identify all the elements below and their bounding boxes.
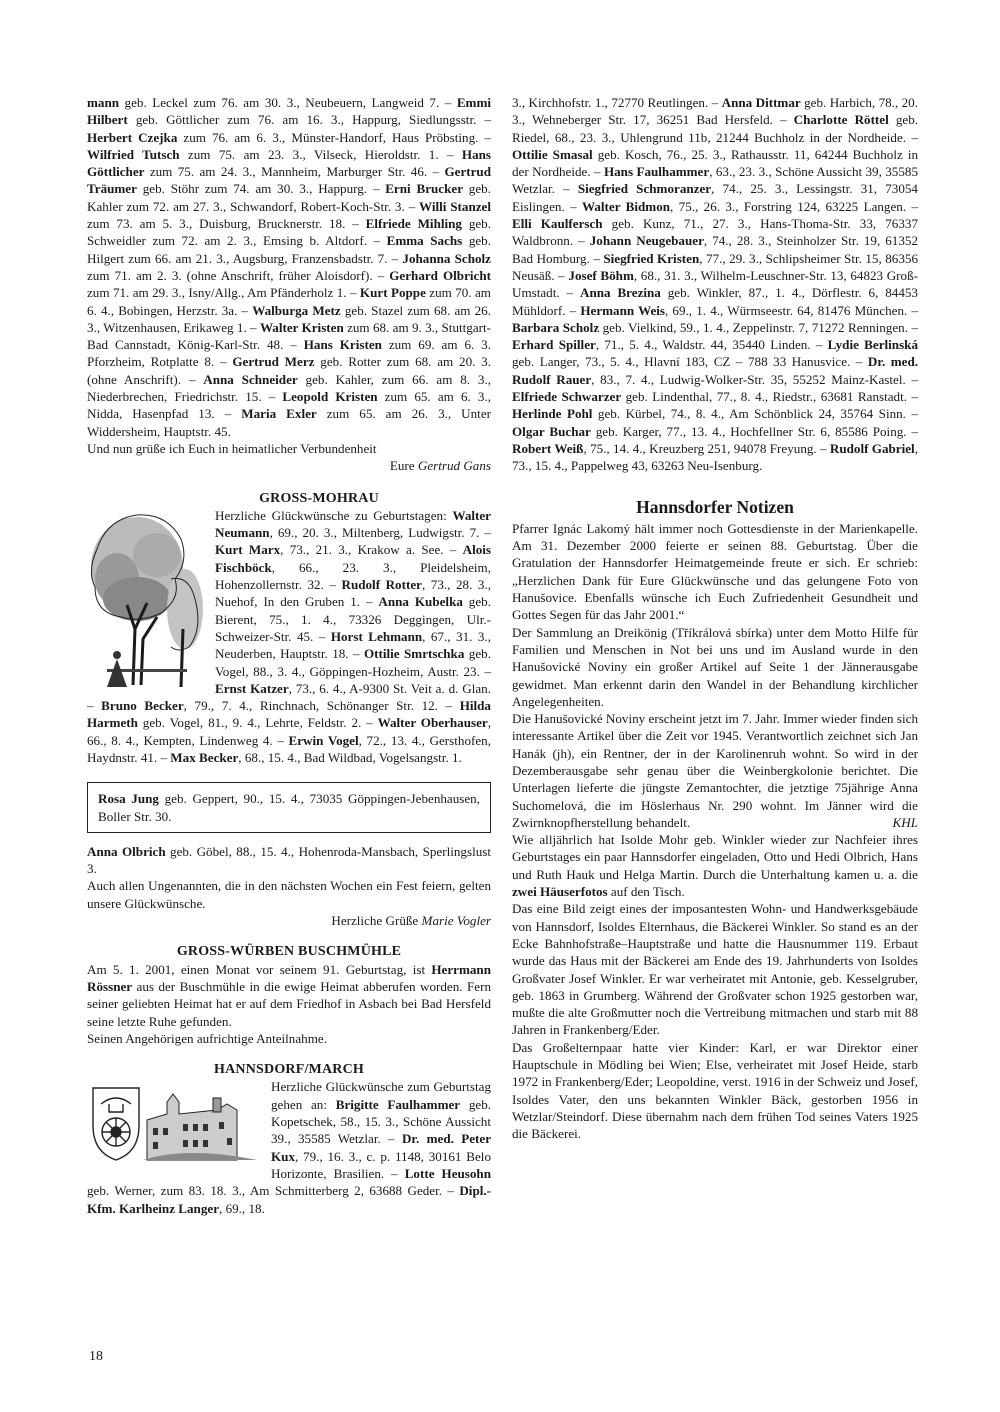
person-name: Dipl.-Kfm. Karlheinz Langer [87, 1183, 491, 1216]
person-name: Siegfried Schmoranzer [577, 181, 712, 197]
person-name: Hans Kristen [303, 337, 382, 353]
closing-line: Und nun grüße ich Euch in heimatlicher Verbundenheit [87, 440, 377, 456]
right-column [512, 94, 918, 1143]
person-name: Ottilie Smasal [512, 146, 593, 162]
heading-hannsdorfer-notizen: Hannsdorfer Notizen [636, 496, 794, 517]
heading-gross-mohrau: GROSS-MOHRAU [259, 490, 379, 506]
person-name: Siegfried Kristen [603, 250, 700, 266]
person-name: Erni Brucker [385, 181, 464, 197]
person-name: Walter Kristen [259, 319, 344, 335]
person-name: Emma Sachs [386, 233, 463, 249]
person-name: Erwin Vogel [288, 732, 359, 748]
person-name: Hans Göttlicher [87, 146, 492, 180]
person-name: Rudolf Rotter [341, 577, 422, 593]
person-name: Herrmann Rössner [87, 961, 491, 994]
person-name: Max Becker [170, 749, 239, 765]
tree-icon [87, 509, 205, 691]
person-name: Kurt Poppe [359, 285, 426, 301]
note-isolde-mohr: Wie alljährlich hat Isolde Mohr geb. Winkler wieder zur Nachfeier ihres Geburtstages ein paar Hannsdorfer eingeladen, Otto und Hedi Olbrich, Hans und Ruth Hauk und Helga Martin. Durch die Unterhaltung kamen u. a. die zwei Häuserfotos auf den Tisch. [512, 832, 918, 900]
person-name: Johanna Scholz [402, 250, 491, 266]
person-name: Walter Neumann [215, 507, 491, 541]
person-name: Dr. med. Rudolf Rauer [512, 354, 919, 387]
person-name: Rudolf Gabriel [829, 440, 915, 456]
person-name: Elli Kaulfersch [512, 216, 603, 232]
person-name: Anna Brezina [579, 285, 661, 301]
person-name: Maria Exler [241, 406, 317, 422]
person-name: Wilfried Tutsch [87, 146, 180, 162]
closing-signature: Eure Gertrud Gans [389, 458, 491, 474]
person-name: Leopold Kristen [282, 389, 378, 405]
person-name: Erhard Spiller [512, 337, 596, 353]
person-name: Johann Neugebauer [589, 233, 704, 249]
person-name: Hermann Weis [580, 302, 665, 318]
person-name: Hilda Harmeth [87, 698, 491, 731]
person-name: Walburga Metz [252, 302, 341, 318]
person-name: Emmi Hilbert [87, 95, 491, 128]
birthday-list-continued: mann geb. Leckel zum 76. am 30. 3., Neubeuern, Langweid 7. – Emmi Hilbert geb. Göttlicher zum 76. am 16. 3., Happurg, Siedlungsstr. – Herbert Czejka zum 76. am 6. 3., Münster-Handorf, Haus Pröbsting. – Wilfried Tutsch zum 75. am 23. 3., Vilseck, Hieroldstr. 1. – Hans Göttlicher zum 75. am 24. 3., Mannheim, Marburger Str. 46. – Gertrud Träumer geb. Stöhr zum 74. am 30. 3., Happurg. – Erni Brucker geb. Kahler zum 72. am 27. 3., Schwandorf, Robert-Koch-Str. 3. – Willi Stanzel zum 73. am 5. 3., Duisburg, Brucknerstr. 18. – Elfriede Mihling geb. Schweidler zum 72. am 2. 3., Emsing b. Altdorf. – Emma Sachs geb. Hilgert zum 66. am 21. 3., Augsburg, Franzensbadstr. 7. – Johanna Scholz zum 71. am 2. 3. (ohne Anschrift, früher Aloisdorf). – Gerhard Olbricht zum 71. am 29. 3., Isny/Allg., Am Pfänderholz 1. – Kurt Poppe zum 70. am 6. 4., Bobingen, Herzstr. 3a. – Walburga Metz geb. Stazel zum 68. am 26. 3., Witzenhausen, Erikaweg 1. – Walter Kristen zum 68. am 9. 3., Stuttgart-Bad Cannstadt, König-Karl-Str. 48. – Hans Kristen zum 69. am 6. 3. Pforzheim, Rotplatte 8. – Gertrud Merz geb. Rotter zum 68. am 20. 3. (ohne Anschrift). – Anna Schneider geb. Kahler, zum 66. am 8. 3., Niederbrechen, Friedrichstr. 15. – Leopold Kristen zum 65. am 6. 3., Nidda, Hasenpfad 13. – Maria Exler zum 65. am 26. 3., Unter Widdersheim, Hauptstr. 45. [87, 95, 492, 439]
signature-khl: KHL [892, 814, 918, 830]
person-name: Horst Lehmann [330, 628, 423, 644]
note-dreikoenig: Der Sammlung an Dreikönig (Tříkrálová sbírka) unter dem Motto Hilfe für Familien und Menschen in Not bei uns und im Ausland wurde in den Hanušovické Noviny ein großer Artikel auf Seite 1 der Jännerausgabe gewidmet. Man erkennt darin den Wandel in der Behandlung kirchlicher Angelegenheiten. [512, 624, 918, 709]
note-pfarrer-lakomy: Pfarrer Ignác Lakomý hält immer noch Gottesdienste in der Marienkapelle. Am 31. Dezember 2000 feierte er seinen 88. Geburtstag. Über die Gratulation der Hannsdorfer Heimatgemeinde freute er sich. Er schrieb: „Herzlichen Dank für Eure Glückwünsche und das gelungene Foto von Hanušovice. Ebenfalls wünsche ich Euch Zufriedenheit Gesundheit und Gottes Segen für das Jahr 2001.“ [512, 520, 918, 623]
person-name: Anna Schneider [203, 371, 298, 387]
person-name: Herlinde Pohl [512, 406, 593, 422]
highlight-box-rosa-jung [87, 782, 491, 833]
person-name: zwei Häuserfotos [512, 884, 608, 900]
person-name: Walter Bidmon [582, 198, 671, 214]
person-name: Walter Oberhauser [377, 715, 488, 731]
person-name: Willi Stanzel [419, 198, 491, 214]
signature-marie-vogler: Marie Vogler [421, 913, 491, 929]
person-name: Gertrud Träumer [87, 164, 491, 197]
person-name: Olgar Buchar [512, 423, 591, 439]
condolence-line: Seinen Angehörigen aufrichtige Anteilnahme. [87, 1030, 327, 1046]
signature-gertrud-gans: Gertrud Gans [417, 458, 491, 474]
person-name: Josef Böhm [568, 267, 634, 283]
unnamed-wishes: Auch allen Ungenannten, die in den nächsten Wochen ein Fest feiern, gelten unsere Glückwünsche. [87, 878, 491, 911]
person-name: Charlotte Röttel [793, 112, 889, 128]
anna-olbrich-entry: Anna Olbrich geb. Göbel, 88., 15. 4., Hohenroda-Mansbach, Sperlingslust 3. [87, 843, 491, 877]
person-name: Bruno Becker [101, 698, 184, 714]
person-name: Anna Olbrich [87, 843, 166, 859]
gross-mohrau-birthdays: Herzliche Glückwünsche zu Geburtstagen: Walter Neumann, 69., 20. 3., Miltenberg, Ludwigstr. 7. – Kurt Marx, 73., 21. 3., Krakow a. See. – Alois Fischböck, 66., 23. 3., Pleidelsheim, Hohenzollernstr. 32. – Rudolf Rotter, 73., 28. 3., Nuehof, In den Gruben 1. – Anna Kubelka geb. Bierent, 75., 1. 4., 73326 Deggingen, Ulr.-Schweizer-Str. 45. – Horst Lehmann, 67., 31. 3., Neuderben, Hauptstr. 18. – Ottilie Smrtschka geb. Vogel, 88., 3. 4., Göppingen-Hozheim, Austr. 23. – Ernst Katzer, 73., 6. 4., A-9300 St. Veit a. d. Glan. – Bruno Becker, 79., 7. 4., Rinchnach, Schönanger Str. 12. – Hilda Harmeth geb. Vogel, 81., 9. 4., Lehrte, Feldstr. 2. – Walter Oberhauser, 66., 8. 4., Kempten, Lindenweg 4. – Erwin Vogel, 72., 13. 4., Gersthofen, Haydnstr. 41. – Max Becker, 68., 15. 4., Bad Wildbad, Vogelsangstr. 1. [87, 507, 492, 765]
person-name: Barbara Scholz [512, 319, 600, 335]
person-name: mann [87, 95, 120, 110]
box-text: Rosa Jung geb. Geppert, 90., 15. 4., 73035 Göppingen-Jebenhausen, Boller Str. 30. [98, 791, 481, 824]
person-name: Gertrud Merz [232, 354, 315, 370]
note-hanusovicke-noviny: Die Hanušovické Noviny erscheint jetzt im 7. Jahr. Immer wieder finden sich interessante Artikel über die Zeit vor 1945. Verantwortlich zeichnet sich Jan Hanák (jh), ein Rentner, der in der Karolinenruh wohnt. So wird in der Dezemberausgabe sehr genau über die Weinbergkolonie berichtet. Die Unterlagen lieferte die jüngste Zemantochter, die jetztige 75jährige Anna Suchomelová, die im Höslerhaus Nr. 290 wohnt. Im Jänner wird die Zwirnknopfherstellung behandelt. KHL [512, 711, 918, 830]
person-name: Lydie Berlinská [827, 337, 919, 353]
person-name: Dr. med. Peter Kux [271, 1131, 491, 1164]
person-name: Elfriede Schwarzer [512, 389, 622, 405]
crest-icon [87, 1080, 259, 1162]
hannsdorf-birthdays-continued: 3., Kirchhofstr. 1., 72770 Reutlingen. – Anna Dittmar geb. Harbich, 78., 20. 3., Wehneberger Str. 17, 36251 Bad Hersfeld. – Charlotte Röttel geb. Riedel, 68., 23. 3., Uhlengrund 11b, 21244 Buchholz in der Nordheide. – Ottilie Smasal geb. Kosch, 76., 25. 3., Rathausstr. 11, 64244 Buchholz in der Nordheide. – Hans Faulhammer, 63., 23. 3., Schöne Aussicht 39, 35585 Wetzlar. – Siegfried Schmoranzer, 74., 25. 3., Lessingstr. 31, 73054 Eislingen. – Walter Bidmon, 75., 26. 3., Forstring 124, 63225 Langen. – Elli Kaulfersch geb. Kunz, 71., 27. 3., Hans-Thoma-Str. 33, 76337 Waldbronn. – Johann Neugebauer, 74., 28. 3., Steinholzer Str. 19, 61352 Bad Homburg. – Siegfried Kristen, 77., 29. 3., Schlipsheimer Str. 15, 86356 Neusäß. – Josef Böhm, 68., 31. 3., Wilhelm-Leuschner-Str. 13, 64823 Groß-Umstadt. – Anna Brezina geb. Winkler, 87., 1. 4., Dörflestr. 6, 84453 Mühldorf. – Hermann Weis, 69., 1. 4., Würmseestr. 64, 81476 München. – Barbara Scholz geb. Vielkind, 59., 1. 4., Zeppelinstr. 7, 71272 Renningen. – Erhard Spiller, 71., 5. 4., Waldstr. 44, 35440 Linden. – Lydie Berlinská geb. Langer, 73., 5. 4., Hlavní 183, CZ – 788 33 Hanusvice. – Dr. med. Rudolf Rauer, 83., 7. 4., Ludwig-Wolker-Str. 35, 55252 Mainz-Kastel. – Elfriede Schwarzer geb. Lindenthal, 77., 8. 4., Riedstr., 63681 Ranstadt. – Herlinde Pohl geb. Kürbel, 74., 8. 4., Am Schönblick 24, 35764 Sinn. – Olgar Buchar geb. Karger, 77., 13. 4., Hochfellner Str. 6, 85586 Poing. – Robert Weiß, 75., 14. 4., Kreuzberg 251, 94078 Freyung. – Rudolf Gabriel, 73., 15. 4., Pappelweg 43, 63263 Neu-Isenburg. [512, 95, 919, 474]
person-name: Gerhard Olbricht [389, 267, 491, 283]
gross-wuerben-obituary: Am 5. 1. 2001, einen Monat vor seinem 91. Geburtstag, ist Herrmann Rössner aus der Buschmühle in die ewige Heimat abberufen worden. Fern seiner geliebten Heimat hat er auf dem Friedhof in Asbach bei Bad Hersfeld seine letzte Ruhe gefunden. [87, 961, 491, 1029]
person-name: Anna Dittmar [721, 95, 801, 110]
page-number: 18 [89, 1349, 103, 1364]
person-name: Herbert Czejka [87, 129, 178, 145]
person-name: Hans Faulhammer [603, 164, 710, 180]
heading-hannsdorf-march: HANNSDORF/MARCH [214, 1062, 364, 1078]
left-column [87, 94, 491, 1217]
note-baeckerei-winkler: Das eine Bild zeigt eines der imposantesten Wohn- und Handwerksgebäude von Hannsdorf, Isoldes Elternhaus, die Bäckerei Winkler. So stand es an der Ecke Bahnhofstraße–Hauptstraße und hatte die Hausnummer 119. Erbaut wurde das Haus mit der Bäckerei am Ende des 19. Jahrhunderts von Isoldes Großvater Josef Winkler. Er war verheiratet mit Antonie, geb. Kesselgruber, geb. 1863 in Grumberg. Während der Großvater schon 1925 gestorben war, mußte die alte Großmutter noch die Vertreibung mitmachen und starb mit 88 Jahren in Frankenberg/Eder. [512, 901, 918, 1038]
person-name: Ottilie Smrtschka [363, 646, 465, 662]
person-name: Robert Weiß [512, 440, 584, 456]
person-name: Elfriede Mihling [365, 216, 462, 232]
heading-gross-wuerben: GROSS-WÜRBEN BUSCHMÜHLE [176, 944, 402, 960]
person-name: Alois Fischböck [215, 542, 491, 575]
note-grosselternpaar: Das Großelternpaar hatte vier Kinder: Karl, er war Direktor einer Hauptschule in Mödling bei Wien; Else, verheiratet mit Josef Heide, starb 1972 in Frankenberg/Eder; Leopoldine, verst. 1916 in der Schweiz und Josef, Isoldes Vater, den uns bekannten Winkler Bäck, gestorben 1956 in Wetzlar/Steindorf. Diese übernahm nach dem frühen Tod seines Vaters 1925 die Bäckerei. [512, 1039, 918, 1142]
tree-illustration [87, 509, 207, 695]
person-name: Lotte Heusohn [404, 1165, 491, 1181]
person-name: Ernst Katzer [215, 680, 289, 696]
hannsdorf-birthdays: Herzliche Glückwünsche zum Geburtstag gehen an: Brigitte Faulhammer geb. Kopetschek, 58., 15. 3., Schöne Aussicht 39., 35585 Wetzlar. – Dr. med. Peter Kux, 79., 16. 3., c. p. 1148, 30161 Belo Horizonte, Brasilien. – Lotte Heusohn geb. Werner, zum 83. 18. 3., Am Schmitterberg 2, 63688 Geder. – Dipl.-Kfm. Karlheinz Langer, 69., 18. [87, 1079, 492, 1216]
hannsdorf-crest-and-castle [87, 1080, 263, 1166]
person-name: Anna Kubelka [378, 594, 463, 610]
person-name: Kurt Marx [215, 542, 281, 558]
greeting-signature: Herzliche Grüße Marie Vogler [331, 913, 491, 929]
person-name: Rosa Jung [98, 791, 159, 807]
person-name: Brigitte Faulhammer [335, 1096, 461, 1112]
